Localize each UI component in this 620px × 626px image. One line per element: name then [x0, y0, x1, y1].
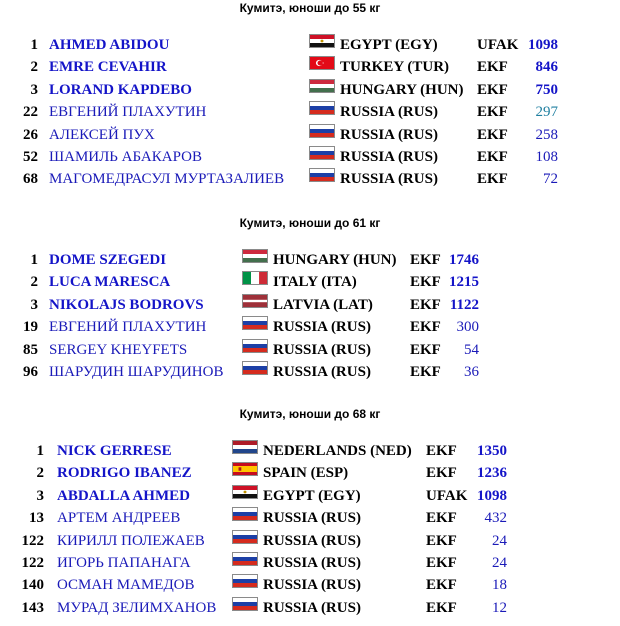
athlete-name[interactable]: ШАРУДИН ШАРУДИНОВ: [49, 364, 224, 380]
athlete-name[interactable]: КИРИЛЛ ПОЛЕЖАЕВ: [57, 532, 205, 549]
country-name: RUSSIA (RUS): [263, 532, 361, 549]
points-value: 36: [464, 364, 479, 380]
athlete-name[interactable]: ОСМАН МАМЕДОВ: [57, 577, 195, 594]
rank-number: 1: [36, 443, 44, 459]
ranking-row: [0, 124, 620, 146]
ranking-row: [0, 146, 620, 168]
points-value: 1746: [449, 252, 479, 268]
points-value: 297: [535, 104, 558, 121]
athlete-name[interactable]: АРТЕМ АНДРЕЕВ: [57, 510, 181, 527]
federation: EKF: [477, 149, 508, 165]
ranking-row: [0, 56, 620, 78]
points-value: 72: [543, 171, 558, 188]
rank-number: 122: [21, 555, 44, 571]
country-name: HUNGARY (HUN): [340, 81, 464, 98]
rank-number: 2: [30, 274, 38, 291]
athlete-name[interactable]: АЛЕКСЕЙ ПУХ: [49, 126, 155, 143]
section-title: Кумитэ, юноши до 68 кг: [239, 407, 381, 421]
rank-number: 52: [23, 149, 38, 165]
points-value: 12: [492, 599, 507, 616]
country-name: EGYPT (EGY): [263, 487, 361, 504]
ranking-row: [0, 507, 620, 529]
netherlands-flag: [232, 440, 258, 454]
athlete-name[interactable]: RODRIGO IBANEZ: [57, 465, 192, 482]
ranking-row: [0, 339, 620, 361]
country-name: RUSSIA (RUS): [263, 599, 361, 616]
russia-flag: [242, 316, 268, 330]
points-value: 300: [456, 319, 479, 336]
ranking-row: [0, 79, 620, 101]
federation: EKF: [477, 59, 508, 76]
athlete-name[interactable]: NIKOLAJS BODROVS: [49, 296, 204, 313]
points-value: 1350: [477, 443, 507, 459]
rank-number: 3: [30, 296, 38, 313]
athlete-name[interactable]: ИГОРЬ ПАПАНАГА: [57, 555, 191, 571]
athlete-name[interactable]: SERGEY KHEYFETS: [49, 341, 188, 358]
russia-flag: [232, 552, 258, 566]
athlete-name[interactable]: МУРАД ЗЕЛИМХАНОВ: [57, 599, 217, 616]
points-value: 1098: [477, 487, 507, 504]
federation: EKF: [410, 319, 441, 336]
points-value: 1122: [449, 296, 479, 313]
rank-number: 2: [30, 59, 38, 76]
federation: EKF: [410, 274, 441, 291]
points-value: 1236: [477, 465, 507, 482]
federation: EKF: [426, 599, 457, 616]
country-name: RUSSIA (RUS): [263, 555, 361, 571]
russia-flag: [242, 339, 268, 353]
ranking-row: [0, 34, 620, 56]
rank-number: 143: [21, 599, 44, 616]
rank-number: 122: [21, 532, 44, 549]
turkey-flag: [309, 56, 335, 70]
country-name: TURKEY (TUR): [340, 59, 450, 76]
country-name: RUSSIA (RUS): [273, 341, 371, 358]
spain-flag: [232, 462, 258, 476]
egypt-flag: [309, 34, 335, 48]
ranking-row: [0, 101, 620, 123]
points-value: 750: [535, 81, 558, 98]
country-name: RUSSIA (RUS): [340, 126, 438, 143]
points-value: 24: [492, 555, 507, 571]
ranking-row: [0, 462, 620, 484]
ranking-row: [0, 271, 620, 293]
russia-flag: [242, 361, 268, 375]
ranking-row: [0, 168, 620, 190]
russia-flag: [232, 530, 258, 544]
latvia-flag: [242, 294, 268, 308]
rank-number: 2: [36, 465, 44, 482]
rank-number: 13: [29, 510, 44, 527]
italy-flag: [242, 271, 268, 285]
ranking-row: [0, 316, 620, 338]
federation: UFAK: [477, 37, 519, 53]
russia-flag: [232, 574, 258, 588]
points-value: 24: [492, 532, 507, 549]
athlete-name[interactable]: LORAND KAPDEBO: [49, 81, 192, 98]
ranking-row: [0, 597, 620, 619]
athlete-name[interactable]: EMRE CEVAHIR: [49, 59, 167, 76]
federation: EKF: [426, 577, 457, 594]
country-name: RUSSIA (RUS): [340, 171, 438, 188]
section-title: Кумитэ, юноши до 55 кг: [239, 1, 381, 15]
athlete-name[interactable]: NICK GERRESE: [57, 443, 172, 459]
ranking-row: [0, 485, 620, 507]
ranking-row: [0, 249, 620, 271]
country-name: EGYPT (EGY): [340, 37, 438, 53]
rank-number: 1: [30, 37, 38, 53]
federation: EKF: [410, 341, 441, 358]
federation: UFAK: [426, 487, 468, 504]
federation: EKF: [477, 171, 508, 188]
federation: EKF: [426, 555, 457, 571]
points-value: 18: [492, 577, 507, 594]
rank-number: 26: [23, 126, 38, 143]
athlete-name[interactable]: МАГОМЕДРАСУЛ МУРТАЗАЛИЕВ: [49, 171, 285, 188]
country-name: HUNGARY (HUN): [273, 252, 397, 268]
country-name: RUSSIA (RUS): [340, 149, 438, 165]
country-name: RUSSIA (RUS): [263, 577, 361, 594]
federation: EKF: [426, 443, 457, 459]
rank-number: 22: [23, 104, 38, 121]
federation: EKF: [410, 296, 441, 313]
rank-number: 140: [21, 577, 44, 594]
athlete-name[interactable]: ЕВГЕНИЙ ПЛАХУТИН: [49, 319, 207, 336]
points-value: 54: [464, 341, 479, 358]
russia-flag: [309, 101, 335, 115]
country-name: RUSSIA (RUS): [273, 319, 371, 336]
federation: EKF: [410, 252, 441, 268]
rank-number: 3: [30, 81, 38, 98]
federation: EKF: [477, 104, 508, 121]
federation: EKF: [426, 465, 457, 482]
ranking-row: [0, 440, 620, 462]
rank-number: 68: [23, 171, 38, 188]
points-value: 1098: [528, 37, 558, 53]
federation: EKF: [410, 364, 441, 380]
athlete-name[interactable]: ЕВГЕНИЙ ПЛАХУТИН: [49, 104, 207, 121]
ranking-row: [0, 530, 620, 552]
athlete-name[interactable]: LUCA MARESCA: [49, 274, 171, 291]
federation: EKF: [477, 126, 508, 143]
section-title: Кумитэ, юноши до 61 кг: [239, 216, 381, 230]
country-name: SPAIN (ESP): [263, 465, 349, 482]
russia-flag: [309, 146, 335, 160]
russia-flag: [232, 597, 258, 611]
points-value: 108: [535, 149, 558, 165]
ranking-row: [0, 552, 620, 574]
country-name: RUSSIA (RUS): [263, 510, 361, 527]
athlete-name[interactable]: AHMED ABIDOU: [49, 37, 170, 53]
egypt-flag: [232, 485, 258, 499]
ranking-row: [0, 574, 620, 596]
country-name: NEDERLANDS (NED): [263, 443, 412, 459]
country-name: RUSSIA (RUS): [273, 364, 371, 380]
country-name: RUSSIA (RUS): [340, 104, 438, 121]
rank-number: 3: [36, 487, 44, 504]
rank-number: 85: [23, 341, 38, 358]
athlete-name[interactable]: ШАМИЛЬ АБАКАРОВ: [49, 149, 202, 165]
rank-number: 96: [23, 364, 38, 380]
hungary-flag: [309, 79, 335, 93]
rank-number: 1: [30, 252, 38, 268]
points-value: 1215: [449, 274, 479, 291]
federation: EKF: [477, 81, 508, 98]
athlete-name[interactable]: ABDALLA AHMED: [57, 487, 190, 504]
russia-flag: [309, 124, 335, 138]
federation: EKF: [426, 532, 457, 549]
ranking-row: [0, 294, 620, 316]
russia-flag: [309, 168, 335, 182]
points-value: 432: [484, 510, 507, 527]
hungary-flag: [242, 249, 268, 263]
athlete-name[interactable]: DOME SZEGEDI: [49, 252, 167, 268]
federation: EKF: [426, 510, 457, 527]
points-value: 258: [535, 126, 558, 143]
russia-flag: [232, 507, 258, 521]
country-name: LATVIA (LAT): [273, 296, 373, 313]
ranking-row: [0, 361, 620, 383]
country-name: ITALY (ITA): [273, 274, 357, 291]
points-value: 846: [535, 59, 558, 76]
rank-number: 19: [23, 319, 38, 336]
